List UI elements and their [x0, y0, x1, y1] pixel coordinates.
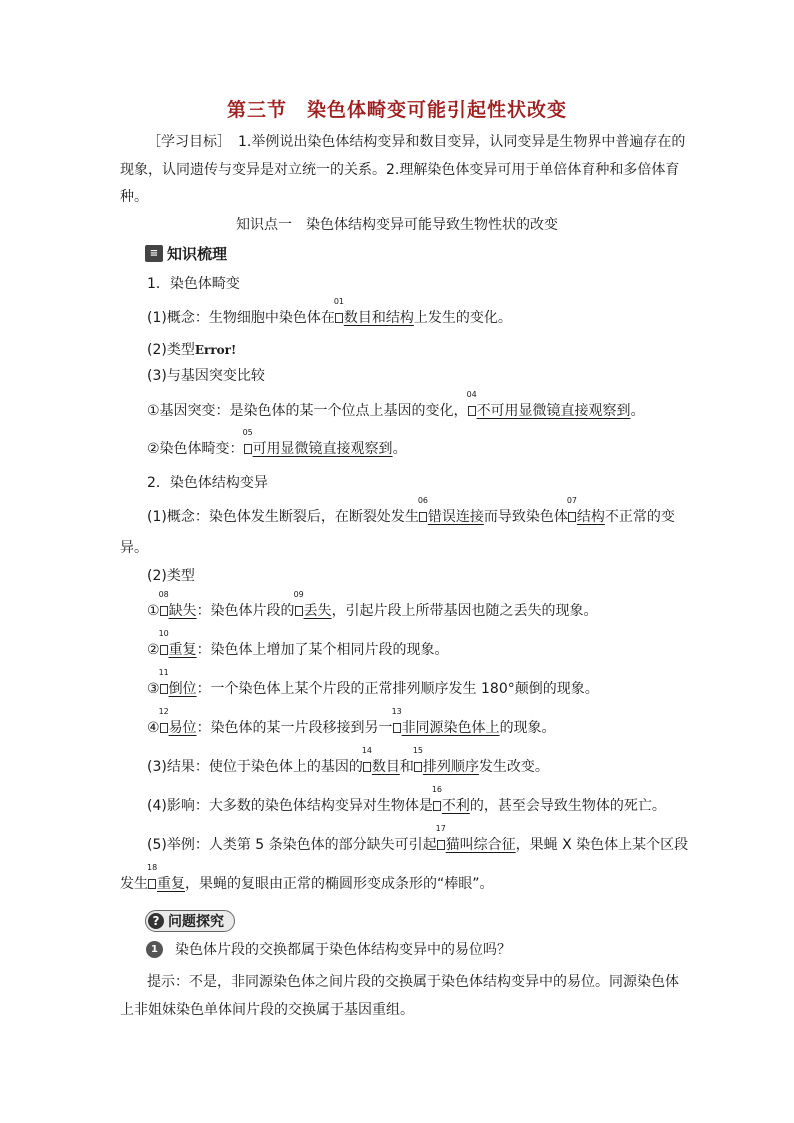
learning-goals-line-3: 种。	[120, 189, 148, 205]
text: ，果蝇 X 染色体上某个区段	[515, 837, 689, 853]
answer: 倒位	[168, 681, 197, 697]
s1-heading: 1．染色体畸变	[147, 276, 240, 292]
text: 。	[630, 403, 645, 419]
inquiry-tip-line-2: 上非姐妹染色单体间片段的交换属于基因重组。	[120, 1002, 414, 1018]
blank-05	[242, 428, 393, 458]
s2-duplication	[147, 629, 449, 659]
blank-number: 13	[391, 707, 402, 716]
blank-number: 01	[333, 297, 345, 306]
blank-12	[158, 707, 197, 737]
blank-number: 07	[566, 496, 578, 505]
answer: 重复	[168, 642, 197, 658]
blank-number: 11	[158, 668, 169, 677]
checkbox-icon	[244, 444, 252, 454]
checkbox-icon	[335, 313, 343, 323]
blank-number: 15	[412, 746, 424, 755]
page-title: 第三节 染色体畸变可能引起性状改变	[226, 99, 567, 121]
s2-effect	[147, 785, 666, 815]
answer: 重复	[157, 876, 185, 892]
blank-number: 16	[431, 785, 443, 794]
blank-number: 06	[417, 496, 429, 505]
learning-goals-line-2: 现象，认同遗传与变异是对立统一的关系。2.理解染色体变异可用于单倍体育种和多倍体育	[120, 162, 680, 178]
blank-07	[566, 496, 605, 526]
blank-number: 17	[435, 824, 446, 833]
text: 不正常的变	[604, 509, 675, 525]
blank-18	[147, 863, 185, 893]
blank-16	[431, 785, 470, 815]
checkbox-icon	[148, 879, 156, 889]
answer: 猫叫综合征	[445, 837, 516, 853]
blank-number: 18	[147, 863, 158, 872]
text: (1)概念：生物细胞中染色体在	[147, 310, 335, 326]
knowledge-point-heading: 知识点一 染色体结构变异可能导致生物性状的改变	[236, 217, 558, 233]
answer: 结构	[576, 509, 605, 525]
checkbox-icon	[393, 723, 401, 733]
text: ：染色体片段的	[196, 603, 295, 619]
blank-number: 04	[466, 390, 477, 399]
inquiry-label: 问题探究	[168, 914, 224, 930]
question-icon: ?	[148, 913, 164, 929]
answer: 不可用显微镜直接观察到	[476, 403, 631, 419]
blank-number: 08	[158, 590, 169, 599]
text: (2)类型	[147, 342, 195, 358]
text: (1)概念：染色体发生断裂后，在断裂处发生	[147, 509, 419, 525]
error-text: Error!	[194, 343, 237, 357]
text: 。	[392, 441, 407, 457]
text: ①基因突变：是染色体的某一个位点上基因的变化，	[147, 403, 468, 419]
text: ③	[147, 681, 160, 697]
checkbox-icon	[433, 801, 441, 811]
inquiry-tip-line-1: 提示：不是，非同源染色体之间片段的交换属于染色体结构变异中的易位。同源染色体	[147, 974, 679, 990]
text: ④	[147, 720, 160, 736]
text: ，果蝇的复眼由正常的椭圆形变成条形的“棒眼”。	[185, 876, 494, 892]
text: ，引起片段上所带基因也随之丢失的现象。	[331, 603, 598, 619]
inquiry-question: 染色体片段的交换都属于染色体结构变异中的易位吗？	[175, 942, 511, 958]
blank-number: 10	[158, 629, 169, 638]
answer: 不利	[441, 798, 470, 814]
answer: 易位	[168, 720, 197, 736]
text: (5)举例：人类第 5 条染色体的部分缺失可引起	[147, 837, 437, 853]
text: ②染色体畸变：	[147, 441, 244, 457]
text: ：染色体的某一片段移接到另一	[196, 720, 393, 736]
checkbox-icon	[437, 840, 445, 850]
answer: 非同源染色体上	[401, 720, 500, 736]
learning-goals-line-1: ［学习目标］ 1.举例说出染色体结构变异和数目变异，认同变异是生物界中普遍存在的	[147, 134, 686, 150]
answer: 排列顺序	[422, 759, 479, 775]
blank-08	[158, 590, 197, 620]
blank-14	[361, 746, 400, 776]
text: (3)结果：使位于染色体上的基因的	[147, 759, 363, 775]
blank-17	[435, 824, 516, 854]
s1-concept	[147, 297, 512, 327]
s1-compare: (3)与基因突变比较	[147, 368, 265, 384]
blank-15	[412, 746, 479, 776]
text: 发生	[120, 876, 148, 892]
blank-11	[158, 668, 197, 698]
answer: 缺失	[168, 603, 197, 619]
s1-type	[147, 341, 236, 359]
s2-example	[147, 824, 689, 854]
text: 和	[399, 759, 414, 775]
s1-gene-mutation	[147, 390, 645, 420]
s2-example-cont	[120, 863, 494, 893]
text: ：一个染色体上某个片段的正常排列顺序发生 180°颠倒的现象。	[196, 681, 599, 697]
blank-13	[391, 707, 500, 737]
checkbox-icon	[160, 723, 168, 733]
answer: 丢失	[303, 603, 332, 619]
checkbox-icon	[363, 762, 371, 772]
blank-number: 05	[242, 428, 253, 437]
inquiry-badge	[145, 910, 235, 932]
s2-concept	[147, 496, 675, 526]
text: 发生改变。	[478, 759, 549, 775]
question-number-icon: 1	[146, 941, 163, 958]
text: ：染色体上增加了某个相同片段的现象。	[196, 642, 449, 658]
text: (4)影响：大多数的染色体结构变异对生物体是	[147, 798, 433, 814]
text: ①	[147, 603, 160, 619]
answer: 错误连接	[427, 509, 484, 525]
s2-heading: 2．染色体结构变异	[147, 475, 268, 491]
knowledge-review-label: 知识梳理	[167, 245, 228, 263]
text: ②	[147, 642, 160, 658]
blank-number: 14	[361, 746, 373, 755]
blank-06	[417, 496, 484, 526]
blank-number: 09	[293, 590, 304, 599]
checkbox-icon	[160, 684, 168, 694]
checkbox-icon	[160, 606, 168, 616]
text: 上发生的变化。	[413, 310, 512, 326]
s2-translocation	[147, 707, 556, 737]
answer: 数目和结构	[343, 310, 414, 326]
blank-10	[158, 629, 197, 659]
text: 而导致染色体	[483, 509, 568, 525]
checkbox-icon	[468, 406, 476, 416]
notebook-icon: ≡	[145, 245, 163, 262]
blank-04	[466, 390, 631, 420]
s1-chrom-aberration	[147, 428, 407, 458]
blank-01	[333, 297, 414, 327]
answer: 可用显微镜直接观察到	[252, 441, 393, 457]
checkbox-icon	[160, 645, 168, 655]
checkbox-icon	[414, 762, 422, 772]
s2-concept-cont: 异。	[120, 540, 148, 556]
blank-number: 12	[158, 707, 169, 716]
s2-deletion	[147, 590, 598, 620]
answer: 数目	[371, 759, 400, 775]
checkbox-icon	[568, 512, 576, 522]
blank-09	[293, 590, 332, 620]
s2-result	[147, 746, 549, 776]
text: 的，甚至会导致生物体的死亡。	[469, 798, 666, 814]
knowledge-review-badge	[145, 243, 227, 264]
checkbox-icon	[419, 512, 427, 522]
s2-types: (2)类型	[147, 568, 195, 584]
text: 的现象。	[499, 720, 556, 736]
s2-inversion	[147, 668, 599, 698]
checkbox-icon	[295, 606, 303, 616]
